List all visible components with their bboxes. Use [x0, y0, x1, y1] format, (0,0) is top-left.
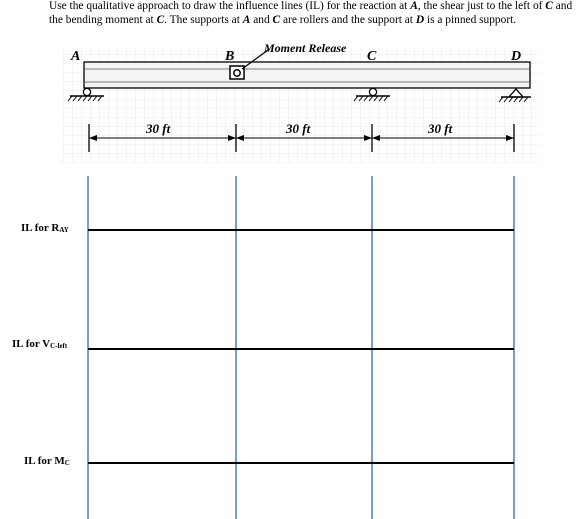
influence-line-axes	[88, 230, 514, 463]
span-label-ab: 30 ft	[146, 121, 171, 136]
point-ref: D	[415, 13, 425, 26]
problem-text-part: . The supports at	[164, 13, 243, 26]
point-ref: C	[545, 0, 553, 12]
point-ref: A	[410, 0, 418, 12]
point-ref: A	[242, 13, 251, 26]
problem-text-part: , the shear just to the left of	[417, 0, 546, 12]
il-label-main: IL for M	[24, 455, 65, 467]
problem-text-part: Use the qualitative approach to draw the influence lines (IL) for the reaction at	[49, 0, 411, 12]
il-label-sub: C-left	[50, 342, 68, 350]
moment-release-label: Moment Release	[264, 41, 347, 55]
vertical-guides	[88, 176, 514, 519]
label-c: C	[367, 49, 377, 64]
label-a: A	[71, 49, 81, 64]
il-label-vc-left	[12, 338, 67, 350]
beam	[84, 62, 530, 88]
problem-text-part: and	[250, 13, 273, 26]
span-label-cd: 30 ft	[428, 121, 453, 136]
point-ref: C	[156, 13, 165, 26]
label-d: D	[511, 49, 522, 64]
problem-text-part: are rollers and the support at	[280, 13, 416, 26]
il-label-sub: C	[64, 459, 70, 467]
il-label-ray	[21, 222, 69, 234]
point-ref: C	[272, 13, 281, 26]
problem-text-part: and the bending moment at	[49, 0, 573, 26]
il-label-main: IL for R	[21, 222, 60, 234]
il-label-mc	[24, 455, 70, 467]
hinge-b	[230, 66, 244, 79]
il-label-main: IL for V	[12, 338, 51, 350]
problem-text-part: is a pinned support.	[424, 13, 517, 26]
il-label-sub: AY	[59, 226, 69, 234]
label-b: B	[225, 49, 235, 64]
span-label-bc: 30 ft	[286, 121, 311, 136]
